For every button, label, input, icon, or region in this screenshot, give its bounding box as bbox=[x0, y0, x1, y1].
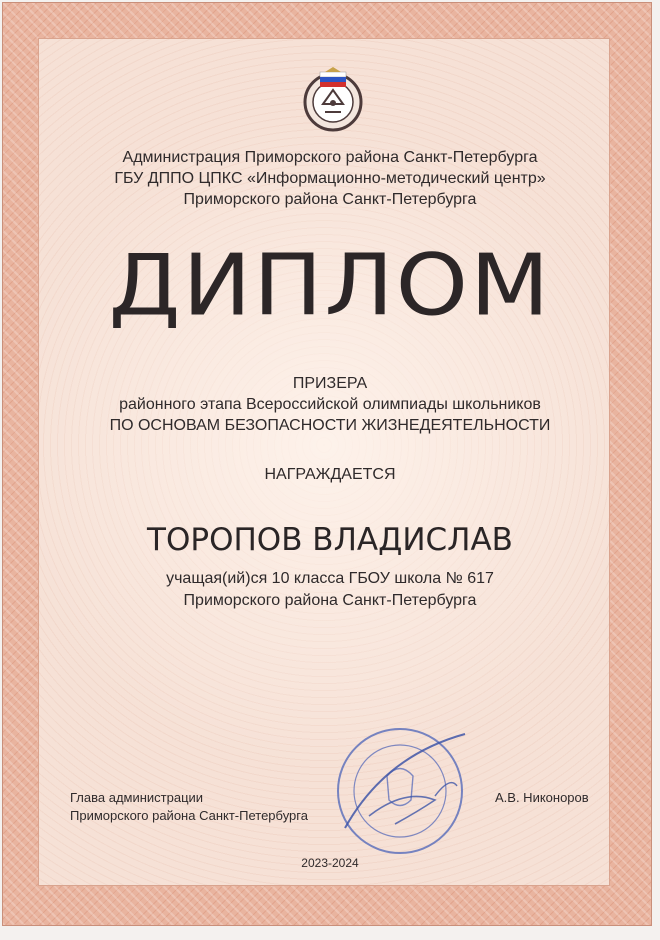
awarded-label: НАГРАЖДАЕТСЯ bbox=[264, 466, 396, 483]
recipient-line-1: учащая(ий)ся 10 класса ГБОУ школа № 617 bbox=[166, 570, 494, 587]
signature-title-line-1: Глава администрации bbox=[70, 790, 204, 805]
diploma-title: ДИПЛОМ bbox=[108, 236, 552, 335]
signature-title bbox=[70, 789, 308, 825]
signature-title-line-2: Приморского района Санкт-Петербурга bbox=[70, 808, 308, 823]
award-line-2: районного этапа Всероссийской олимпиады школьников bbox=[119, 396, 541, 413]
award-line-1: ПРИЗЕРА bbox=[292, 375, 368, 392]
academic-year: 2023-2024 bbox=[301, 856, 359, 870]
recipient-name: ТОРОПОВ ВЛАДИСЛАВ bbox=[147, 522, 513, 558]
olympiad-emblem-icon bbox=[295, 66, 371, 134]
recipient-line-2: Приморского района Санкт-Петербурга bbox=[183, 592, 477, 609]
header-line-3: Приморского района Санкт-Петербурга bbox=[183, 191, 477, 208]
header-line-2: ГБУ ДППО ЦПКС «Информационно-методический центр» bbox=[114, 170, 546, 187]
signer-name: А.В. Никоноров bbox=[495, 790, 589, 805]
header-line-1: Администрация Приморского района Санкт-Петербурга bbox=[122, 149, 538, 166]
award-line-3: ПО ОСНОВАМ БЕЗОПАСНОСТИ ЖИЗНЕДЕЯТЕЛЬНОСТИ bbox=[109, 417, 551, 434]
official-stamp-icon bbox=[325, 716, 475, 866]
